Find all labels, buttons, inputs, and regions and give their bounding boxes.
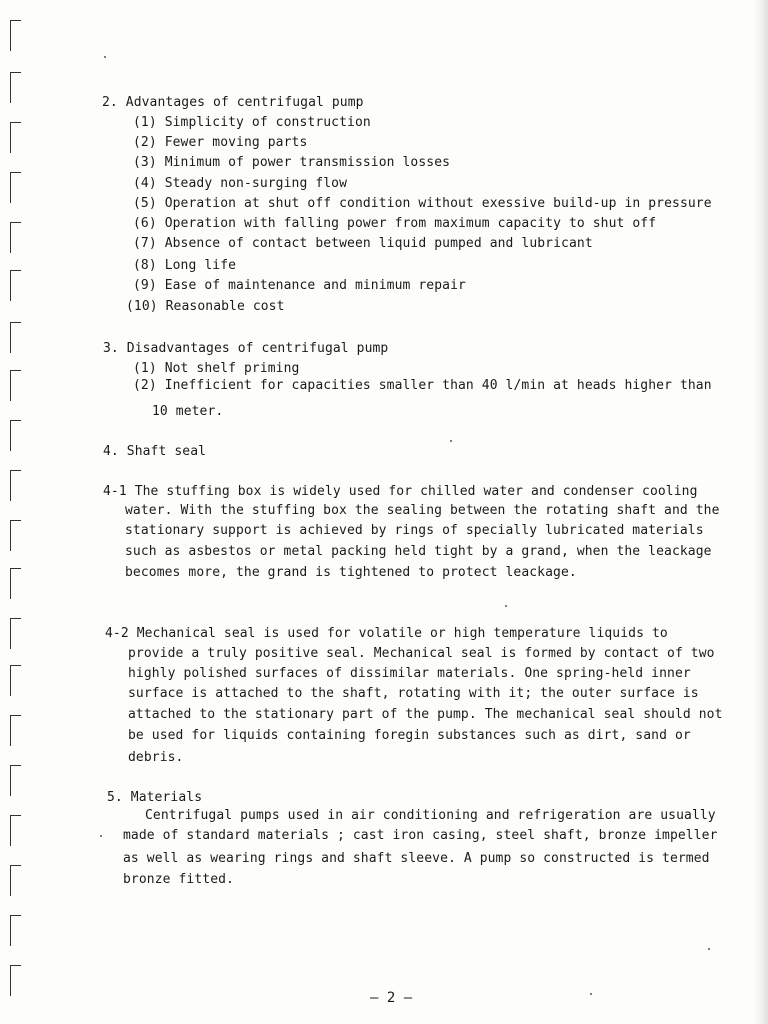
list-item: (4) Steady non-surging flow (133, 176, 348, 191)
paragraph-line: 4-2 Mechanical seal is used for volatile or high temperature liquids to (105, 626, 668, 641)
list-item: (10) Reasonable cost (126, 299, 285, 314)
paragraph-line: as well as wearing rings and shaft sleeve. A pump so constructed is termed (123, 851, 710, 866)
paragraph-line: 4-1 The stuffing box is widely used for chilled water and condenser cooling (103, 484, 698, 499)
page-number: — 2 — (370, 990, 413, 1006)
scan-edge-shadow (754, 0, 768, 1024)
paragraph-line: surface is attached to the shaft, rotating with it; the outer surface is (128, 686, 699, 701)
paragraph-line: be used for liquids containing foregin substances such as dirt, sand or (128, 728, 691, 743)
list-item: (3) Minimum of power transmission losses (133, 155, 451, 170)
paragraph-line: provide a truly positive seal. Mechanical seal is formed by contact of two (128, 646, 715, 661)
section-heading-advantages: 2. Advantages of centrifugal pump (102, 95, 364, 110)
list-item: (9) Ease of maintenance and minimum repair (133, 278, 466, 293)
list-item: (1) Not shelf priming (133, 361, 300, 376)
paragraph-line: made of standard materials ; cast iron casing, steel shaft, bronze impeller (123, 828, 718, 843)
paragraph-line: such as asbestos or metal packing held tight by a grand, when the leackage (125, 544, 712, 559)
list-item: (7) Absence of contact between liquid pumped and lubricant (133, 236, 593, 251)
list-item: (1) Simplicity of construction (133, 115, 371, 130)
paragraph-line: debris. (128, 750, 184, 765)
list-item: (5) Operation at shut off condition without exessive build-up in pressure (133, 196, 712, 211)
section-heading-materials: 5. Materials (107, 790, 203, 805)
list-item: (8) Long life (133, 258, 237, 273)
list-item: (2) Fewer moving parts (133, 135, 308, 150)
list-item-continuation: 10 meter. (152, 404, 224, 419)
paragraph-line: attached to the stationary part of the pump. The mechanical seal should not (128, 707, 723, 722)
paragraph-line: becomes more, the grand is tightened to protect leackage. (125, 565, 577, 580)
paragraph-line: bronze fitted. (123, 872, 234, 887)
section-heading-disadvantages: 3. Disadvantages of centrifugal pump (103, 341, 389, 356)
paragraph-line: stationary support is achieved by rings of specially lubricated materials (125, 523, 704, 538)
list-item: (2) Inefficient for capacities smaller than 40 l/min at heads higher than (133, 378, 712, 393)
paragraph-line: Centrifugal pumps used in air conditioning and refrigeration are usually (145, 808, 716, 823)
section-heading-shaft-seal: 4. Shaft seal (103, 444, 207, 459)
list-item: (6) Operation with falling power from maximum capacity to shut off (133, 216, 657, 231)
binder-marks (8, 10, 32, 1015)
paragraph-line: highly polished surfaces of dissimilar materials. One spring-held inner (128, 666, 691, 681)
paragraph-line: water. With the stuffing box the sealing between the rotating shaft and the (125, 503, 720, 518)
